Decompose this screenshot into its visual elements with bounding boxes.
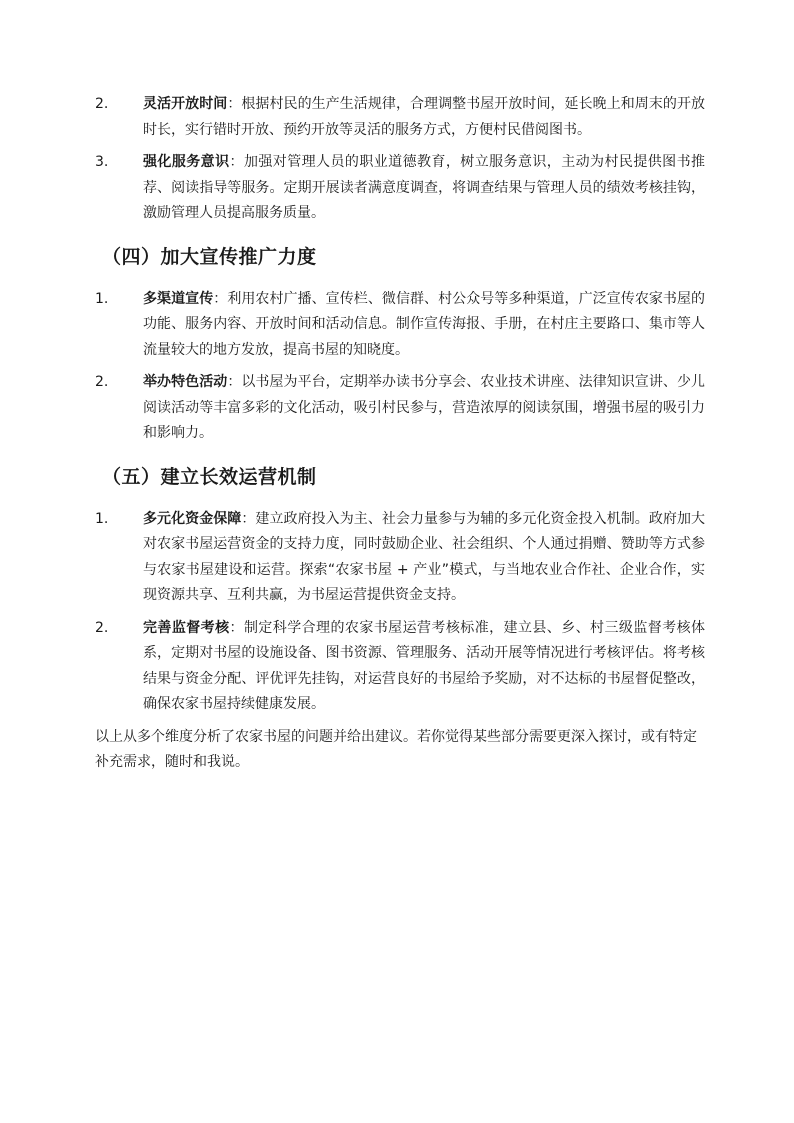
document-content bbox=[95, 92, 705, 790]
item-separator: ： bbox=[227, 96, 242, 112]
list-item bbox=[95, 616, 705, 718]
item-separator: ： bbox=[241, 510, 256, 527]
section-heading-publicity: （四）加大宣传推广力度 bbox=[102, 245, 317, 268]
list-item bbox=[95, 507, 705, 609]
item-separator: ： bbox=[227, 374, 242, 390]
item-term: 多元化资金保障 bbox=[143, 510, 242, 527]
item-term: 举办特色活动 bbox=[143, 374, 228, 390]
item-text: 以书屋为平台，定期举办读书分享会、农业技术讲座、法律知识宣讲、少儿阅读活动等丰富多彩的文化活动，吸引村民参与，营造浓厚的阅读氛围，增强书屋的吸引力和影响力。 bbox=[143, 374, 706, 441]
item-separator: ： bbox=[229, 619, 244, 636]
item-text: 制定科学合理的农家书屋运营考核标准，建立县、乡、村三级监督考核体系，定期对书屋的设施设备、图书资源、管理服务、活动开展等情况进行考核评估。将考核结果与资金分配、评优评先挂钩，对运营良好的书屋给予奖励，对不达标的书屋督促整改，确保农家书屋持续健康发展。 bbox=[143, 619, 706, 712]
item-text: 根据村民的生产生活规律，合理调整书屋开放时间，延长晚上和周末的开放时长，实行错时开放、预约开放等灵活的服务方式，方便村民借阅图书。 bbox=[143, 96, 706, 138]
item-separator: ： bbox=[213, 290, 228, 307]
item-number: 3. bbox=[95, 154, 109, 170]
list-item bbox=[95, 150, 705, 227]
item-separator: ： bbox=[229, 154, 244, 170]
list-item bbox=[95, 370, 705, 447]
item-text: 建立政府投入为主、社会力量参与为辅的多元化资金投入机制。政府加大对农家书屋运营资金的支持力度，同时鼓励企业、社会组织、个人通过捐赠、赞助等方式参与农家书屋建设和运营。探索“农家书屋 + 产业”模式，与当地农业合作社、企业合作，实现资源共享、互利共赢，为书屋运营提供资金支持。 bbox=[143, 510, 706, 603]
publicity-list bbox=[95, 287, 705, 447]
mechanism-list bbox=[95, 507, 705, 718]
closing-paragraph: 以上从多个维度分析了农家书屋的问题并给出建议。若你觉得某些部分需要更深入探讨，或有特定补充需求，随时和我说。 bbox=[95, 728, 697, 770]
list-item bbox=[95, 92, 705, 143]
item-text: 加强对管理人员的职业道德教育，树立服务意识，主动为村民提供图书推荐、阅读指导等服务。定期开展读者满意度调查，将调查结果与管理人员的绩效考核挂钩，激励管理人员提高服务质量。 bbox=[143, 154, 706, 221]
item-number: 2. bbox=[95, 96, 109, 112]
item-term: 完善监督考核 bbox=[143, 619, 230, 636]
item-term: 灵活开放时间 bbox=[143, 96, 228, 112]
item-text: 利用农村广播、宣传栏、微信群、村公众号等多种渠道，广泛宣传农家书屋的功能、服务内容、开放时间和活动信息。制作宣传海报、手册，在村庄主要路口、集市等人流量较大的地方发放，提高书屋的知晓度。 bbox=[143, 290, 706, 358]
service-measures-list bbox=[95, 92, 705, 227]
section-heading-mechanism: （五）建立长效运营机制 bbox=[102, 465, 317, 488]
item-number: 2. bbox=[95, 374, 109, 390]
list-item bbox=[95, 287, 705, 364]
item-number: 1. bbox=[95, 290, 109, 307]
item-number: 1. bbox=[95, 510, 109, 527]
item-term: 强化服务意识 bbox=[143, 154, 230, 170]
item-term: 多渠道宣传 bbox=[143, 290, 214, 307]
item-number: 2. bbox=[95, 619, 109, 636]
